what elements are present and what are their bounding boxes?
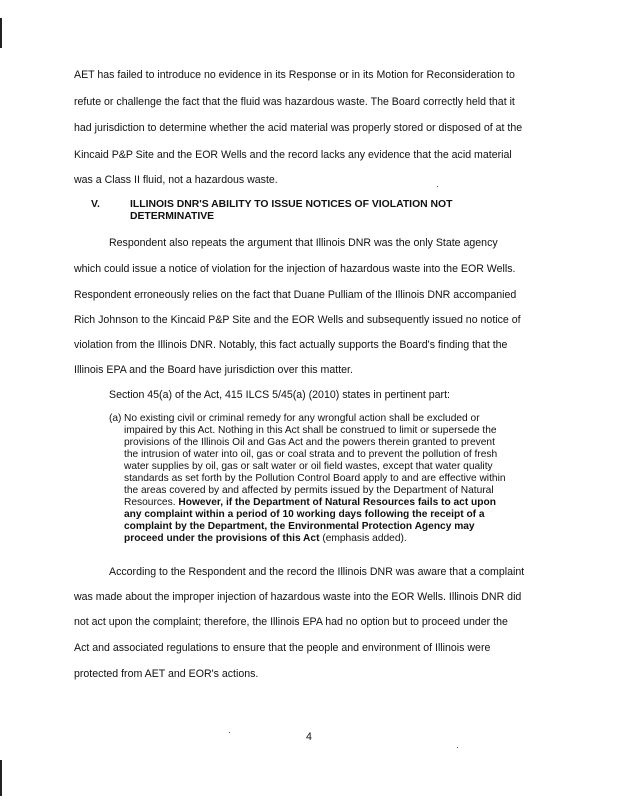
quote-plain-fragment: Resources. [124, 497, 176, 508]
body-line: not act upon the complaint; therefore, the Illinois EPA had no option but to proceed under the [74, 616, 508, 628]
section-title: ILLINOIS DNR'S ABILITY TO ISSUE NOTICES OF VIOLATION NOT [130, 199, 453, 210]
quote-tail: (emphasis added). [322, 533, 407, 544]
body-line: According to the Respondent and the record the Illinois DNR was aware that a complaint [109, 566, 525, 578]
quote-line: No existing civil or criminal remedy for any wrongful action shall be excluded or [124, 413, 480, 424]
body-line: Kincaid P&P Site and the EOR Wells and the record lacks any evidence that the acid material [74, 149, 512, 161]
body-line: Illinois EPA and the Board have jurisdiction over this matter. [74, 364, 353, 376]
body-line: was made about the improper injection of hazardous waste into the EOR Wells. Illinois DNR did [74, 591, 522, 603]
quote-emphasis-line: any complaint within a period of 10 working days following the receipt of a [124, 509, 485, 520]
page-number: 4 [306, 731, 312, 743]
body-line: was a Class II fluid, not a hazardous waste. [74, 174, 278, 186]
scan-speck [437, 186, 438, 187]
quote-emphasis: However, if the Department of Natural Resources fails to act upon [178, 497, 496, 508]
body-line: had jurisdiction to determine whether the acid material was properly stored or disposed of at the [74, 122, 523, 134]
body-line: refute or challenge the fact that the fluid was hazardous waste. The Board correctly held that it [74, 96, 515, 108]
quote-label: (a) [109, 413, 122, 424]
left-edge-mark [0, 18, 2, 48]
quote-line-mixed [124, 497, 536, 509]
quote-line: the intrusion of water into oil, gas or coal strata and to prevent the pollution of fresh [124, 449, 498, 460]
quote-line-final [124, 533, 536, 545]
body-line: violation from the Illinois DNR. Notably, this fact actually supports the Board's finding that the [74, 339, 508, 351]
quote-line: the areas covered by and affected by permits issued by the Department of Natural [124, 485, 494, 496]
quote-emphasis-line: complaint by the Department, the Environmental Protection Agency may [124, 521, 475, 532]
statute-intro: Section 45(a) of the Act, 415 ILCS 5/45(a) (2010) states in pertinent part: [109, 389, 450, 401]
quote-emphasis: proceed under the provisions of this Act [124, 533, 320, 544]
body-line: Respondent erroneously relies on the fact that Duane Pulliam of the Illinois DNR accompanied [74, 289, 517, 301]
left-edge-mark [0, 760, 2, 796]
section-number: V. [91, 199, 100, 210]
body-line: Rich Johnson to the Kincaid P&P Site and the EOR Wells and subsequently issued no notice of [74, 314, 521, 326]
body-line: which could issue a notice of violation for the injection of hazardous waste into the EOR Wells. [74, 263, 516, 275]
body-line: AET has failed to introduce no evidence in its Response or in its Motion for Reconsideration to [74, 69, 515, 81]
quote-line: provisions of the Illinois Oil and Gas Act and the powers therein granted to prevent [124, 437, 495, 448]
body-line: protected from AET and EOR's actions. [74, 668, 259, 680]
scan-speck [229, 732, 230, 733]
scan-speck [457, 747, 458, 748]
section-title-continued: DETERMINATIVE [130, 211, 215, 222]
quote-line: impaired by this Act. Nothing in this Act shall be construed to limit or supersede the [124, 425, 497, 436]
body-line: Respondent also repeats the argument that Illinois DNR was the only State agency [109, 237, 498, 249]
body-line: Act and associated regulations to ensure that the people and environment of Illinois were [74, 642, 491, 654]
quote-line: standards as set forth by the Pollution Control Board apply to and are effective within [124, 473, 506, 484]
quote-line: water supplies by oil, gas or salt water or oil field wastes, except that water quality [124, 461, 493, 472]
